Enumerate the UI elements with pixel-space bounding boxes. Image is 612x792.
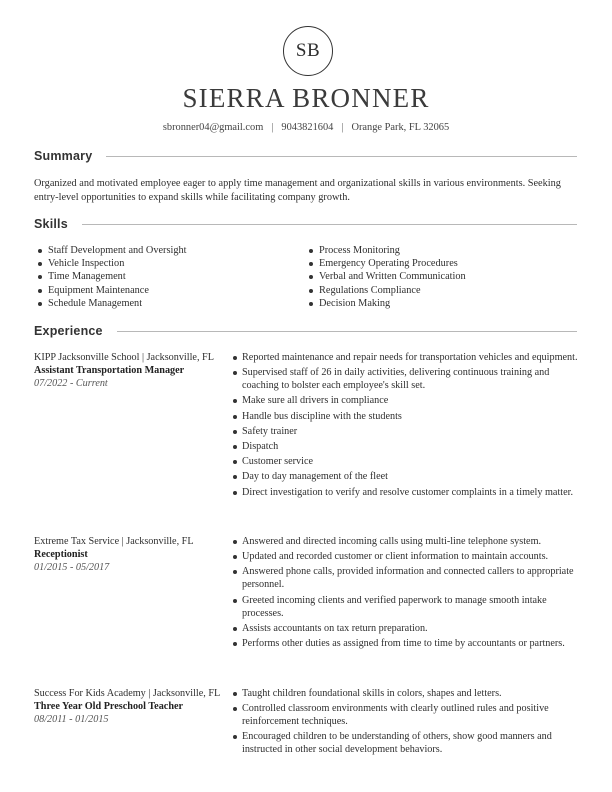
contact-location: Orange Park, FL 32065 — [351, 122, 450, 133]
job-bullet: Encouraged children to be understanding of others, show good manners and instructed in other social development behaviors. — [233, 730, 581, 756]
section-divider — [117, 331, 577, 332]
skill-item: Time Management — [34, 270, 294, 283]
job-employer: Success For Kids Academy | Jacksonville, FL — [34, 688, 221, 699]
summary-text: Organized and motivated employee eager to apply time management and organizational skills in various environments. Seeking entry-level opportunities to expand skills while facilitating company growth. — [34, 178, 561, 203]
skill-item: Verbal and Written Communication — [305, 270, 565, 283]
skill-item: Emergency Operating Procedures — [305, 257, 565, 270]
job-dates: 07/2022 - Current — [34, 378, 108, 389]
contact-separator: | — [271, 122, 274, 133]
candidate-name: SIERRA BRONNER — [182, 83, 430, 113]
experience-title: Experience — [34, 324, 103, 338]
job-bullet: Reported maintenance and repair needs for transportation vehicles and equipment. — [233, 351, 581, 364]
experience-section-header — [34, 323, 577, 339]
job-dates: 08/2011 - 01/2015 — [34, 714, 109, 725]
job-bullets — [233, 535, 581, 652]
job-bullet: Taught children foundational skills in colors, shapes and letters. — [233, 687, 581, 700]
skills-section-header — [34, 216, 577, 232]
job-employer: Extreme Tax Service | Jacksonville, FL — [34, 536, 194, 547]
job-bullet: Assists accountants on tax return preparation. — [233, 622, 581, 635]
skill-item: Process Monitoring — [305, 244, 565, 257]
skill-item: Decision Making — [305, 297, 565, 310]
job-bullet: Greeted incoming clients and verified paperwork to manage smooth intake processes. — [233, 594, 581, 620]
job-bullet: Direct investigation to verify and resolve customer complaints in a timely matter. — [233, 486, 581, 499]
contact-line — [0, 121, 612, 135]
skill-item: Staff Development and Oversight — [34, 244, 294, 257]
section-divider — [106, 156, 577, 157]
monogram-badge: SB — [283, 26, 333, 76]
job-bullet: Day to day management of the fleet — [233, 470, 581, 483]
job-bullets — [233, 351, 581, 501]
skill-item: Regulations Compliance — [305, 284, 565, 297]
job-employer: KIPP Jacksonville School | Jacksonville, FL — [34, 352, 214, 363]
job-bullet: Performs other duties as assigned from time to time by accountants or partners. — [233, 637, 581, 650]
job-bullet: Controlled classroom environments with clearly outlined rules and positive reinforcement techniques. — [233, 702, 581, 728]
summary-section-header — [34, 148, 577, 164]
skills-list-left — [34, 244, 294, 310]
skill-item: Vehicle Inspection — [34, 257, 294, 270]
summary-title: Summary — [34, 149, 93, 163]
skills-list-right — [305, 244, 565, 310]
job-bullet: Handle bus discipline with the students — [233, 410, 581, 423]
skill-item: Equipment Maintenance — [34, 284, 294, 297]
job-meta — [34, 535, 226, 574]
contact-phone[interactable]: 9043821604 — [281, 122, 334, 133]
job-bullet: Make sure all drivers in compliance — [233, 394, 581, 407]
job-bullet: Dispatch — [233, 440, 581, 453]
job-bullet: Answered phone calls, provided information and connected callers to appropriate personnel. — [233, 565, 581, 591]
job-role: Receptionist — [34, 549, 88, 560]
job-bullet: Safety trainer — [233, 425, 581, 438]
job-bullets — [233, 687, 581, 759]
job-meta — [34, 687, 224, 726]
job-dates: 01/2015 - 05/2017 — [34, 562, 110, 573]
contact-email[interactable]: sbronner04@gmail.com — [162, 122, 264, 133]
section-divider — [82, 224, 577, 225]
job-bullet: Supervised staff of 26 in daily activities, delivering continuous training and coaching to bolster each employee's skill set. — [233, 366, 581, 392]
job-role: Three Year Old Preschool Teacher — [34, 701, 184, 712]
contact-separator: | — [341, 122, 344, 133]
skills-title: Skills — [34, 217, 68, 231]
job-meta — [34, 351, 226, 390]
skill-item: Schedule Management — [34, 297, 294, 310]
job-bullet: Updated and recorded customer or client information to maintain accounts. — [233, 550, 581, 563]
job-bullet: Customer service — [233, 455, 581, 468]
job-role: Assistant Transportation Manager — [34, 365, 185, 376]
job-bullet: Answered and directed incoming calls using multi-line telephone system. — [233, 535, 581, 548]
